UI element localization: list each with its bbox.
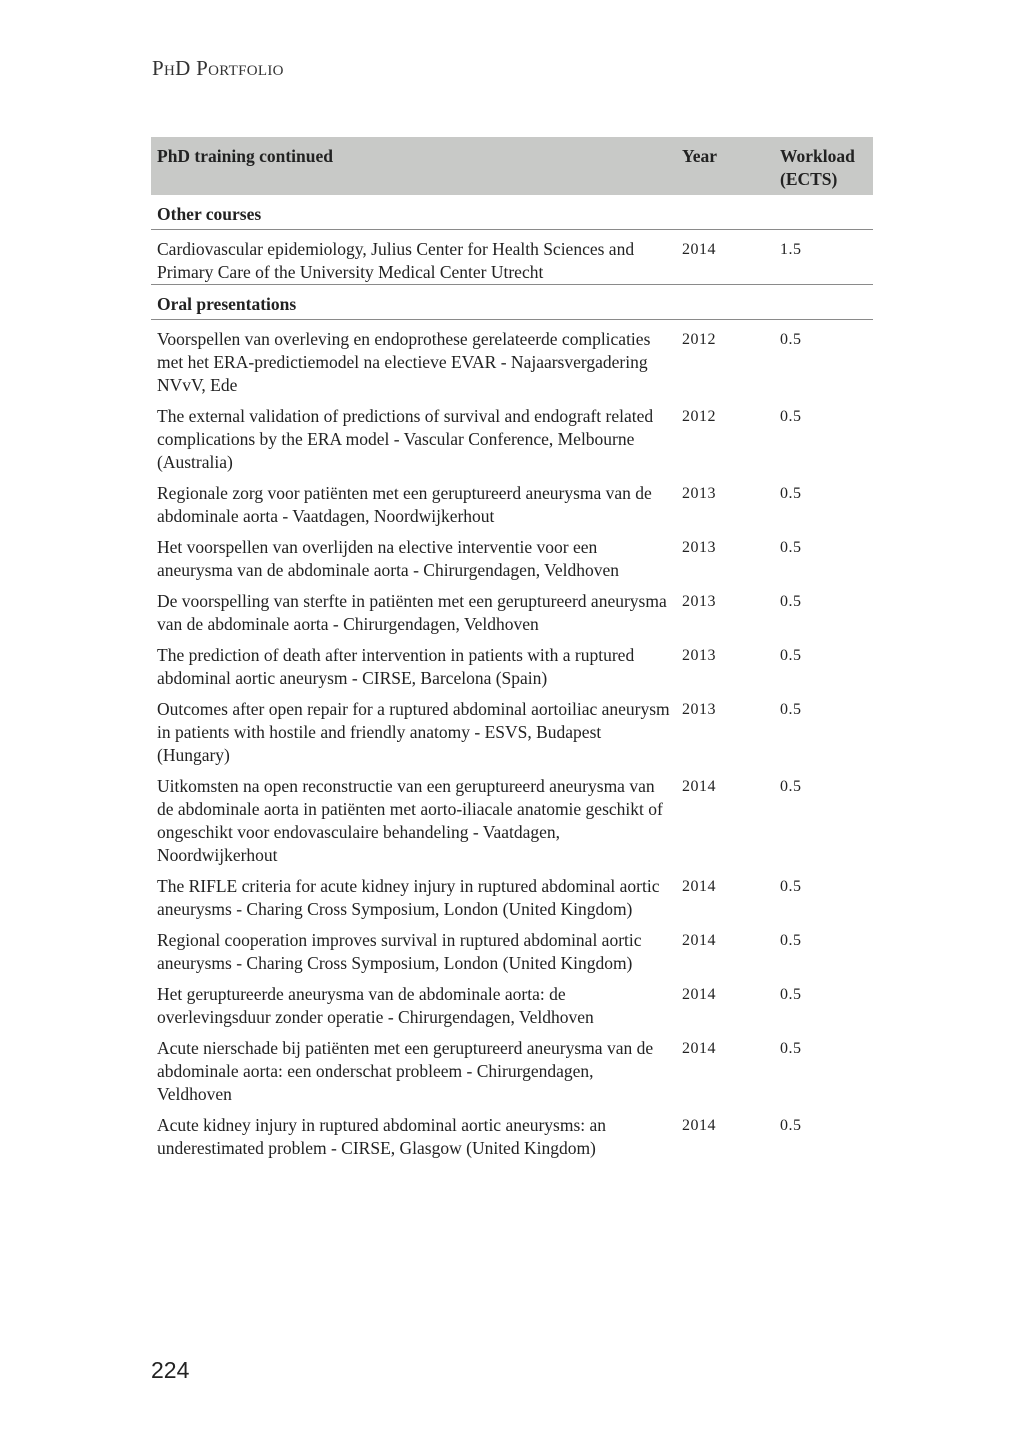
row-year: 2014 bbox=[682, 986, 716, 1003]
row-workload: 0.5 bbox=[780, 932, 802, 949]
row-title: Het geruptureerde aneurysma van de abdominale aorta: de overlevingsduur zonder operatie - Chirurgendagen, Veldhoven bbox=[157, 984, 594, 1027]
row-title: Regionale zorg voor patiënten met een geruptureerd aneurysma van de abdominale aorta - Vaatdagen, Noordwijkerhout bbox=[157, 483, 652, 526]
row-workload: 0.5 bbox=[780, 485, 802, 502]
table-row bbox=[151, 474, 873, 528]
training-table-container bbox=[151, 137, 873, 1160]
row-year: 2014 bbox=[676, 230, 774, 285]
table-header-row bbox=[151, 137, 873, 195]
row-title: Outcomes after open repair for a ruptured abdominal aortoiliac aneurysm in patients with hostile and friendly anatomy - ESVS, Budapest (Hungary) bbox=[157, 699, 670, 765]
row-workload: 0.5 bbox=[780, 778, 802, 795]
row-year: 2013 bbox=[682, 485, 716, 502]
row-workload: 0.5 bbox=[780, 647, 802, 664]
section-row-other-courses bbox=[151, 195, 873, 230]
table-row bbox=[151, 230, 873, 285]
row-title: De voorspelling van sterfte in patiënten met een geruptureerd aneurysma van de abdominale aorta - Chirurgendagen, Veldhoven bbox=[157, 591, 667, 634]
row-year: 2014 bbox=[682, 932, 716, 949]
row-title: Acute kidney injury in ruptured abdominal aortic aneurysms: an underestimated problem - CIRSE, Glasgow (United Kingdom) bbox=[157, 1115, 607, 1158]
row-workload: 0.5 bbox=[780, 331, 802, 348]
table-row bbox=[151, 636, 873, 690]
row-title: Het voorspellen van overlijden na elective interventie voor een aneurysma van de abdominale aorta - Chirurgendagen, Veldhoven bbox=[157, 537, 619, 580]
row-workload: 0.5 bbox=[780, 593, 802, 610]
row-year: 2013 bbox=[682, 701, 716, 718]
section-row-oral-presentations bbox=[151, 285, 873, 320]
table-row bbox=[151, 975, 873, 1029]
table-header bbox=[151, 137, 873, 195]
row-title: Voorspellen van overleving en endoprothese gerelateerde complicaties met het ERA-predictiemodel na electieve EVAR - Najaarsvergadering NVvV, Ede bbox=[157, 329, 651, 395]
row-year: 2012 bbox=[682, 331, 716, 348]
table-row bbox=[151, 320, 873, 398]
row-workload: 0.5 bbox=[780, 1040, 802, 1057]
row-year: 2014 bbox=[682, 1040, 716, 1057]
table-row bbox=[151, 867, 873, 921]
table-row bbox=[151, 528, 873, 582]
page-number: 224 bbox=[151, 1357, 190, 1383]
row-title: The RIFLE criteria for acute kidney injury in ruptured abdominal aortic aneurysms - Charing Cross Symposium, London (United Kingdom) bbox=[157, 876, 660, 919]
row-title: The prediction of death after intervention in patients with a ruptured abdominal aortic aneurysm - CIRSE, Barcelona (Spain) bbox=[157, 645, 635, 688]
row-workload: 1.5 bbox=[774, 230, 873, 285]
table-body bbox=[151, 195, 873, 1160]
row-title: Regional cooperation improves survival in ruptured abdominal aortic aneurysms - Charing Cross Symposium, London (United Kingdom) bbox=[157, 930, 642, 973]
row-year: 2012 bbox=[682, 408, 716, 425]
row-title: Uitkomsten na open reconstructie van een geruptureerd aneurysma van de abdominale aorta in patiënten met aorto-iliacale anatomie geschikt of ongeschikt voor endovasculaire behandeling - Vaatdagen, Noordwijkerhout bbox=[157, 776, 663, 865]
row-year: 2014 bbox=[682, 1117, 716, 1134]
row-year: 2013 bbox=[682, 593, 716, 610]
row-year: 2013 bbox=[682, 647, 716, 664]
row-year: 2013 bbox=[682, 539, 716, 556]
row-year: 2014 bbox=[682, 778, 716, 795]
table-row bbox=[151, 690, 873, 767]
section-heading: Other courses bbox=[151, 195, 873, 230]
row-workload: 0.5 bbox=[780, 1117, 802, 1134]
table-row bbox=[151, 921, 873, 975]
table-row bbox=[151, 397, 873, 474]
phd-training-table bbox=[151, 137, 873, 1160]
row-workload: 0.5 bbox=[780, 539, 802, 556]
table-row bbox=[151, 1029, 873, 1106]
row-workload: 0.5 bbox=[780, 878, 802, 895]
row-workload: 0.5 bbox=[780, 986, 802, 1003]
table-row bbox=[151, 1106, 873, 1160]
row-title: The external validation of predictions of survival and endograft related complications by the ERA model - Vascular Conference, Melbourne (Australia) bbox=[157, 406, 654, 472]
table-row bbox=[151, 582, 873, 636]
row-title: Acute nierschade bij patiënten met een geruptureerd aneurysma van de abdominale aorta: een onderschat probleem - Chirurgendagen, Veldhoven bbox=[157, 1038, 654, 1104]
column-header-title: PhD training continued bbox=[151, 137, 676, 195]
table-row bbox=[151, 767, 873, 867]
row-title: Cardiovascular epidemiology, Julius Center for Health Sciences and Primary Care of the University Medical Center Utrecht bbox=[151, 230, 676, 285]
row-workload: 0.5 bbox=[780, 408, 802, 425]
row-workload: 0.5 bbox=[780, 701, 802, 718]
running-header: PhD Portfolio bbox=[152, 56, 284, 80]
column-header-workload: Workload (ECTS) bbox=[774, 137, 873, 195]
row-year: 2014 bbox=[682, 878, 716, 895]
section-heading: Oral presentations bbox=[151, 285, 873, 320]
column-header-year: Year bbox=[676, 137, 774, 195]
